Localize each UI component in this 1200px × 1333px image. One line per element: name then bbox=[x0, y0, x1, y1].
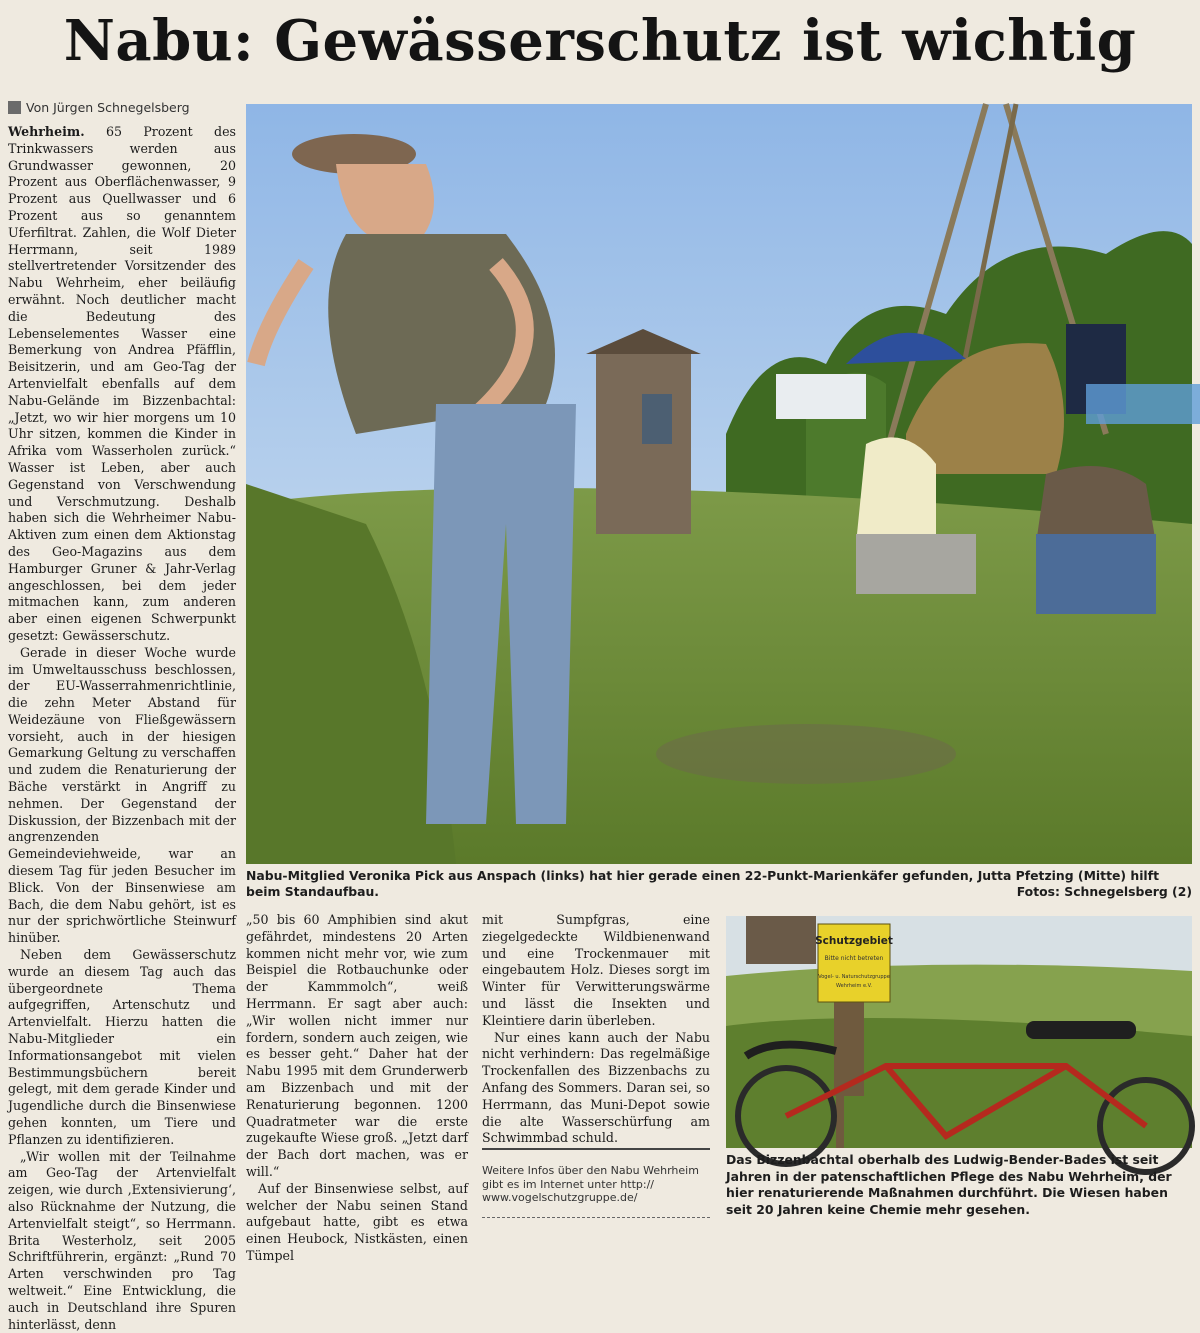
byline bbox=[8, 100, 238, 120]
caption-text: Nabu-Mitglied Veronika Pick aus Anspach (links) hat hier gerade einen 22-Punkt-Marienkäfer gefunden, Jutta Pfetzing (Mitte) hilft beim Standaufbau. bbox=[246, 868, 1159, 899]
person-shirt bbox=[856, 437, 936, 544]
sign-subtitle: Bitte nicht betreten bbox=[824, 955, 884, 962]
article-paragraph: Auf der Binsenwiese selbst, auf welcher der Nabu seinen Stand aufgebaut hatte, gibt es etwa einen Heubock, Nistkästen, einen Tümpel bbox=[246, 1180, 468, 1263]
bicycle-saddle bbox=[1026, 1021, 1136, 1039]
article-column-1 bbox=[8, 124, 236, 1332]
article-paragraph: „Wir wollen mit der Teilnahme am Geo-Tag der Artenvielfalt zeigen, wie durch ‚Extensivierung‘, also Rücknahme der Nutzung, die Artenvielfalt steigt“, so Herrmann. Brita Westerholz, seit 2005 Schriftführerin, ergänzt: „Rund 70 Arten verschwinden pro Tag weltweit.“ Eine Entwicklung, die auch in Deutschland ihre Spuren hinterlässt, denn bbox=[8, 1148, 236, 1332]
side-photo bbox=[726, 916, 1192, 1148]
article-paragraph: mit Sumpfgras, eine ziegelgedeckte Wildbienenwand und eine Trockenmauer mit eingebautem Holz. Dieses sorgt im Winter für Verwitterungswärme und lässt die Insekten und Kleintiere darin überleben. bbox=[482, 912, 710, 1028]
byline-text: Von Jürgen Schnegelsberg bbox=[26, 100, 190, 115]
byline-marker-icon bbox=[8, 101, 21, 114]
info-box bbox=[482, 1148, 710, 1218]
info-url: www.vogelschutzgruppe.de/ bbox=[482, 1191, 638, 1204]
side-photo-illustration bbox=[726, 916, 1192, 1148]
headline: Nabu: Gewässerschutz ist wichtig bbox=[63, 8, 1137, 74]
article-paragraph: „50 bis 60 Amphibien sind akut gefährdet, mindestens 20 Arten kommen nicht mehr vor, wie zum Beispiel die Rotbauchunke oder der Kammmolch“, weiß Herrmann. Er sagt aber auch: „Wir wollen nicht immer nur fordern, sondern auch zeigen, wie es besser geht.“ Daher hat der Nabu 1995 mit dem Grunderwerb am Bizzenbach und mit der Renaturierung begonnen. 1200 Quadratmeter war die erste zugekaufte Wiese groß. „Jetzt darf der Bach dort machen, was er will.“ bbox=[246, 912, 468, 1179]
article-column-2 bbox=[246, 912, 468, 1263]
article-paragraph: Nur eines kann auch der Nabu nicht verhindern: Das regelmäßige Trockenfallen des Bizzenbachs zu Anfang des Sommers. Daran sei, so Herrmann, das Muni-Depot sowie die alte Wasserschürfung am Schwimmbad schuld. bbox=[482, 1029, 710, 1146]
info-line: Weitere Infos über den Nabu Wehrheim bbox=[482, 1164, 699, 1177]
article-paragraph: Gerade in dieser Woche wurde im Umweltausschuss beschlossen, der EU-Wasserrahmenrichtlinie, die zehn Meter Abstand für Weidezäune von Fließgewässern vorsieht, auch in der hiesigen Gemarkung Geltung zu verschaffen und zudem die Renaturierung der Bäche verstärkt in Angriff zu nehmen. Der Gegenstand der Diskussion, der Bizzenbach mit der angrenzenden Gemeindeviehweide, war an diesem Tag für jeden Besucher im Blick. Von der Binsenwiese am Bach, die dem Nabu gehört, ist es nur der sprichwörtliche Steinwurf hinüber. bbox=[8, 644, 236, 946]
info-line: gibt es im Internet unter http:// bbox=[482, 1177, 655, 1191]
article-paragraph bbox=[8, 124, 236, 645]
main-photo-caption bbox=[246, 868, 1192, 910]
sign-title: Schutzgebiet bbox=[815, 935, 893, 947]
sign-org: Wehrheim e.V. bbox=[836, 983, 872, 989]
dirt-patch bbox=[656, 724, 956, 784]
sign-board-back bbox=[746, 916, 816, 964]
main-photo-illustration bbox=[246, 104, 1192, 864]
post bbox=[836, 1088, 844, 1148]
photo-credit: Fotos: Schnegelsberg (2) bbox=[1016, 884, 1192, 899]
dateline: Wehrheim. bbox=[8, 124, 85, 139]
paragraph-text: 65 Prozent des Trinkwassers werden aus Grundwasser gewonnen, 20 Prozent aus Oberflächenwasser, 9 Prozent aus Quellwasser und 6 Prozent aus so genanntem Uferfiltrat. Zahlen, die Wolf Dieter Herrmann, seit 1989 stellvertretender Vorsitzender des Nabu Wehrheim, eher beiläufig erwähnt. Noch deutlicher macht die Bedeutung des Lebenselementes Wasser eine Bemerkung von Andrea Pfäfflin, Beisitzerin, und am Geo-Tag der Artenvielfalt ebenfalls auf dem Nabu-Gelände im Bizzenbachtal: „Jetzt, wo wir hier morgens um 10 Uhr sitzen, kommen die Kinder in Afrika vom Wasserholen zurück.“ Wasser ist Leben, aber auch Gegenstand von Verschwendung und Verschmutzung. Deshalb haben sich die Wehrheimer Nabu-Aktiven zum einen dem Aktionstag des Geo-Magazins aus dem Hamburger Gruner & Jahr-Verlag angeschlossen, bei dem jeder mitmachen kann, zum anderen aber einen eigenen Schwerpunkt gesetzt: Gewässerschutz. bbox=[8, 124, 236, 643]
sign-org: Vogel- u. Naturschutzgruppe bbox=[818, 974, 890, 980]
nest-box bbox=[642, 394, 672, 444]
main-photo bbox=[246, 104, 1192, 864]
tent bbox=[776, 374, 866, 419]
person-jeans bbox=[1036, 534, 1156, 614]
person-trousers bbox=[856, 534, 976, 594]
blue-cloth bbox=[1086, 384, 1200, 424]
side-photo-caption: Das Bizzenbachtal oberhalb des Ludwig-Bender-Bades ist seit Jahren in der patenschaftlichen Pflege des Nabu Wehrheim, der hier renaturierende Maßnahmen durchführt. Die Wiesen haben seit 20 Jahren keine Chemie mehr gesehen. bbox=[726, 1152, 1172, 1217]
article-paragraph: Neben dem Gewässerschutz wurde an diesem Tag auch das übergeordnete Thema aufgegriffen, Artenschutz und Artenvielfalt. Hierzu hatten die Nabu-Mitglieder ein Informationsangebot mit vielen Bestimmungsbüchern bereit gelegt, mit dem gerade Kinder und Jugendliche durch die Binsenwiese gehen konnten, um Tiere und Pflanzen zu identifizieren. bbox=[8, 947, 236, 1147]
article-column-3 bbox=[482, 912, 710, 1146]
